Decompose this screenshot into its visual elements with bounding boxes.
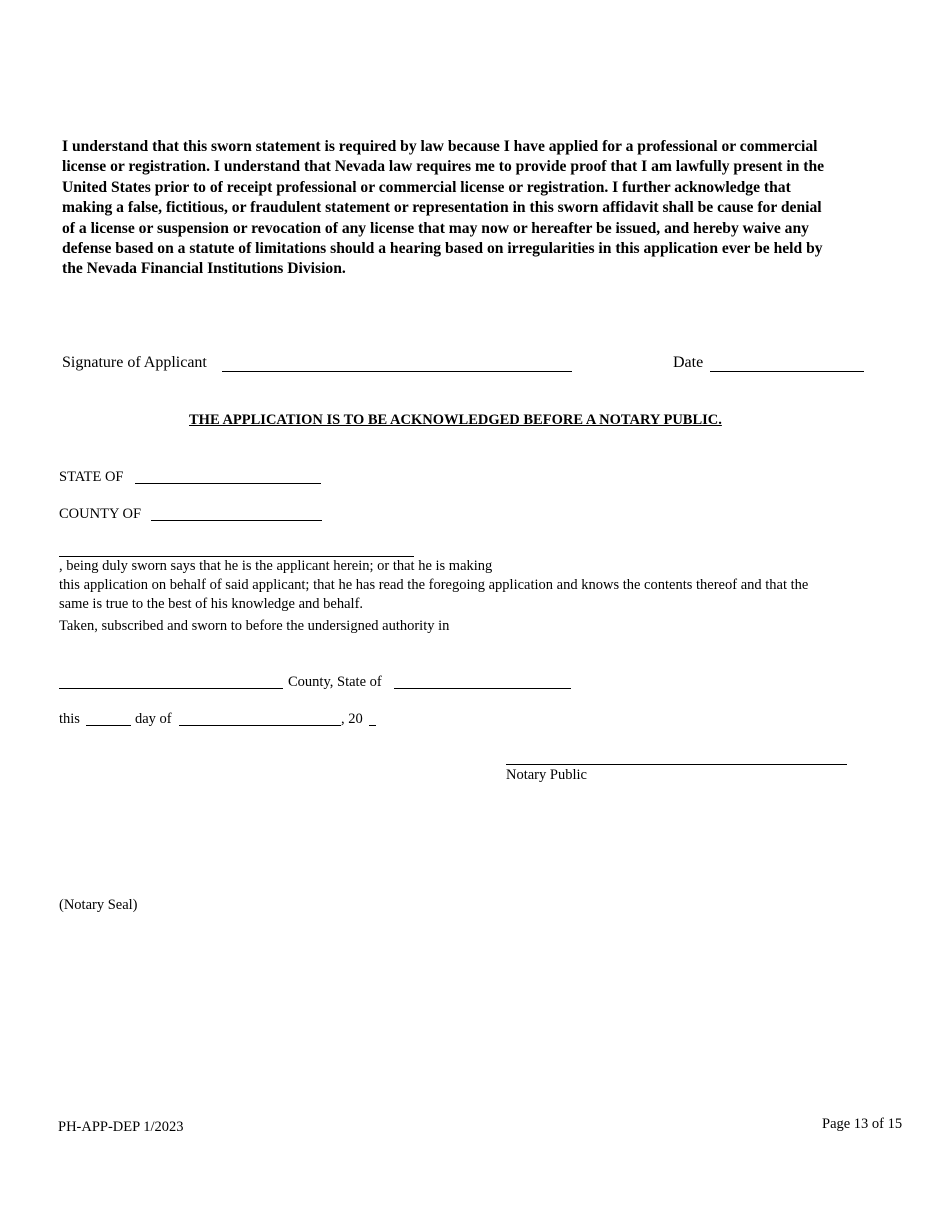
state-of-label: STATE OF [59, 469, 124, 485]
day-number-line[interactable] [86, 725, 131, 726]
notary-public-label: Notary Public [506, 767, 587, 783]
county-of-line[interactable] [151, 520, 322, 521]
affidavit-line: I understand that this sworn statement is required by law because I have applied for a professional or commercial [62, 138, 818, 155]
county-of-label: COUNTY OF [59, 506, 142, 522]
sworn-line-2: this application on behalf of said applicant; that he has read the foregoing application and knows the contents thereof and that the [59, 577, 809, 593]
month-line[interactable] [179, 725, 341, 726]
affiant-name-line[interactable] [59, 543, 414, 557]
state-name-line[interactable] [394, 688, 571, 689]
county-name-line[interactable] [59, 688, 283, 689]
signature-applicant-line[interactable] [222, 371, 572, 372]
date-line[interactable] [710, 371, 864, 372]
form-code: PH-APP-DEP 1/2023 [58, 1119, 184, 1135]
state-of-line[interactable] [135, 483, 321, 484]
notary-seal-label: (Notary Seal) [59, 897, 138, 913]
sworn-paragraph [59, 543, 889, 614]
affidavit-line: of a license or suspension or revocation of any license that may now or hereafter be issued, and hereby waive any [62, 219, 809, 237]
date-label: Date [673, 354, 704, 371]
affidavit-line: defense based on a statute of limitations should a hearing based on irregularities in this application ever be held by [62, 240, 823, 258]
sworn-line-1: , being duly sworn says that he is the applicant herein; or that he is making [59, 543, 889, 576]
year-prefix-text: , 20 [341, 711, 363, 727]
notary-signature-line[interactable] [506, 764, 847, 765]
day-of-text: day of [135, 711, 172, 727]
sworn-line-3: same is true to the best of his knowledge and behalf. [59, 596, 364, 612]
affidavit-line: making a false, fictitious, or fraudulent statement or representation in this sworn affidavit shall be cause for denial [62, 199, 822, 217]
affidavit-statement [62, 137, 904, 280]
notary-notice-heading: THE APPLICATION IS TO BE ACKNOWLEDGED BEFORE A NOTARY PUBLIC. [189, 412, 722, 428]
county-state-of-text: County, State of [288, 674, 382, 690]
affidavit-line: the Nevada Financial Institutions Division. [62, 260, 346, 278]
taken-subscribed-text: Taken, subscribed and sworn to before the undersigned authority in [59, 618, 450, 634]
year-line[interactable] [369, 725, 376, 726]
page-number: Page 13 of 15 [822, 1116, 903, 1132]
affidavit-line: license or registration. I understand that Nevada law requires me to provide proof that I am lawfully present in the [62, 158, 825, 176]
this-text: this [59, 711, 80, 727]
affidavit-line: United States prior to of receipt professional or commercial license or registration. I further acknowledge that [62, 178, 791, 196]
signature-applicant-label: Signature of Applicant [62, 354, 207, 371]
